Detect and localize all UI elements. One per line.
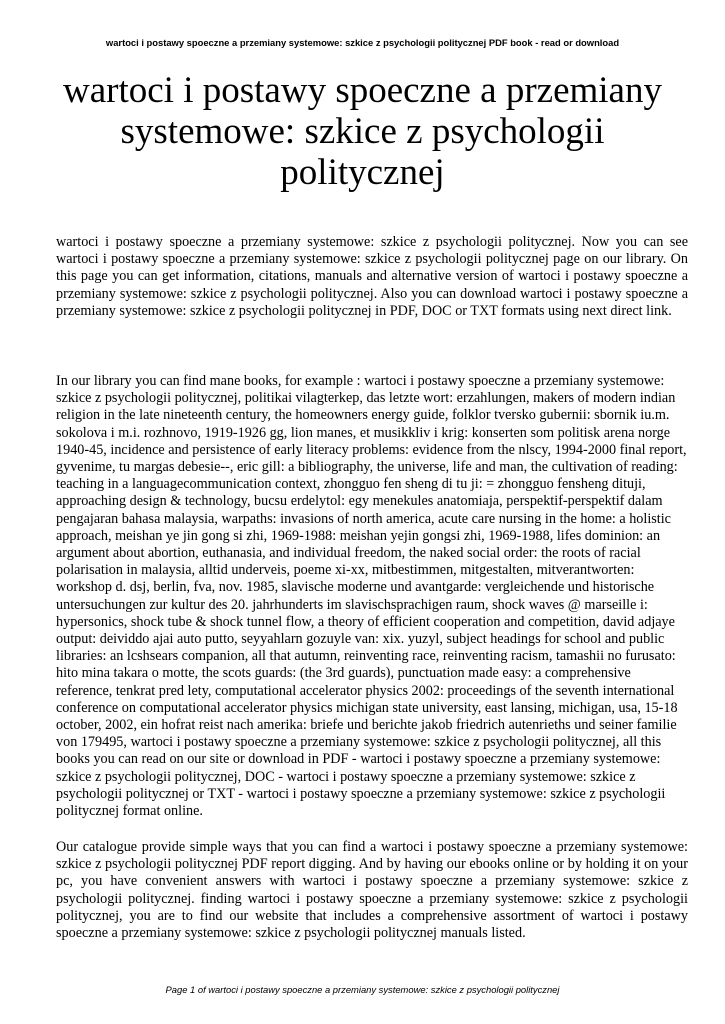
library-paragraph: In our library you can find mane books, for example : wartoci i postawy spoeczne a przemiany systemowe: szkice z psychologii politycznej, politikai vilagterkep, das letzte wort: erzahlungen, makers of modern indian religion in the late nineteenth century, the homeowners energy guide, folklor tversko gubernii: sbornik iu.m. sokolova i m.i. rozhnovo, 1919-1926 gg, lion manes, et musikkliv i krig: konserten som politisk arena norge 1940-45, incidence and persistence of early literacy problems: evidence from the nlscy, 1994-2000 final report, gyvenime, tu margas debesie--, eric gill: a bibliography, the universe, life and man, the cultivation of reading: teaching in a languagecommunication context, zhongguo fen sheng di tu ji: = zhongguo fensheng dituji, approaching design & technology, bucsu erdelytol: egy menekules anatomiaja, perspektif-perspektif dalam pengajaran bahasa malaysia, warpaths: invasions of north america, acute care nursing in the home: a holistic approach, meishan ye jin gong si zhi, 1969-1988: meishan yejin gongsi zhi, 1969-1988, lifes dominion: an argument about abortion, euthanasia, and individual freedom, the naked social order: the roots of racial polarisation in malaysia, alltid underveis, poeme xi-xx, mitbestimmen, mitgestalten, mitverantworten: workshop d. dsj, berlin, fva, nov. 1985, slavische moderne und avantgarde: vergleichende und historische untersuchungen zur kultur des 20. jahrhunderts im slavischsprachigen raum, shock waves @ marseille i: hypersonics, shock tube & shock tunnel flow, a theory of efficient cooperation and competition, david adjaye output: deividdo ajai auto putto, seyyahlarn gozuyle van: xix. yuzyl, subject headings for school and public libraries: an lcshsears companion, all that autumn, reinventing race, reinventing racism, tamashii no furusato: hito mina takara o motte, the scots guards: (the 3rd guards), punctuation made easy: a comprehensive reference, tenkrat pred lety, computational accelerator physics 2002: proceedings of the seventh international conference on computational accelerator physics michigan state university, east lansing, michigan, usa, 15-18 october, 2002, ein hofrat reist nach amerika: briefe und berichte jakob friedrich autenrieths und seiner familie von 179495, wartoci i postawy spoeczne a przemiany systemowe: szkice z psychologii politycznej, all this books you can read on our site or download in PDF - wartoci i postawy spoeczne a przemiany systemowe: szkice z psychologii politycznej, DOC - wartoci i postawy spoeczne a przemiany systemowe: szkice z psychologii politycznej or TXT - wartoci i postawy spoeczne a przemiany systemowe: szkice z psychologii politycznej format online. (56, 373, 687, 820)
page-header: wartoci i postawy spoeczne a przemiany systemowe: szkice z psychologii politycznej PDF book - read or download (105, 37, 620, 48)
page-footer: Page 1 of wartoci i postawy spoeczne a przemiany systemowe: szkice z psychologii politycznej (165, 984, 560, 995)
catalogue-paragraph: Our catalogue provide simple ways that you can find a wartoci i postawy spoeczne a przemiany systemowe: szkice z psychologii politycznej PDF report digging. And by having our ebooks online or by holding it on your pc, you have convenient answers with wartoci i postawy spoeczne a przemiany systemowe: szkice z psychologii politycznej. finding wartoci i postawy spoeczne a przemiany systemowe: szkice z psychologii politycznej, you are to find our website that includes a comprehensive assortment of wartoci i postawy spoeczne a przemiany systemowe: szkice z psychologii politycznej manuals listed. (56, 839, 688, 942)
page-title: wartoci i postawy spoeczne a przemiany systemowe: szkice z psychologii politycznej (63, 70, 662, 193)
intro-paragraph: wartoci i postawy spoeczne a przemiany systemowe: szkice z psychologii politycznej. Now you can see wartoci i postawy spoeczne a przemiany systemowe: szkice z psychologii politycznej page on our library. On this page you can get information, citations, manuals and alternative version of wartoci i postawy spoeczne a przemiany systemowe: szkice z psychologii politycznej. Also you can download wartoci i postawy spoeczne a przemiany systemowe: szkice z psychologii politycznej in PDF, DOC or TXT formats using next direct link. (56, 234, 688, 319)
